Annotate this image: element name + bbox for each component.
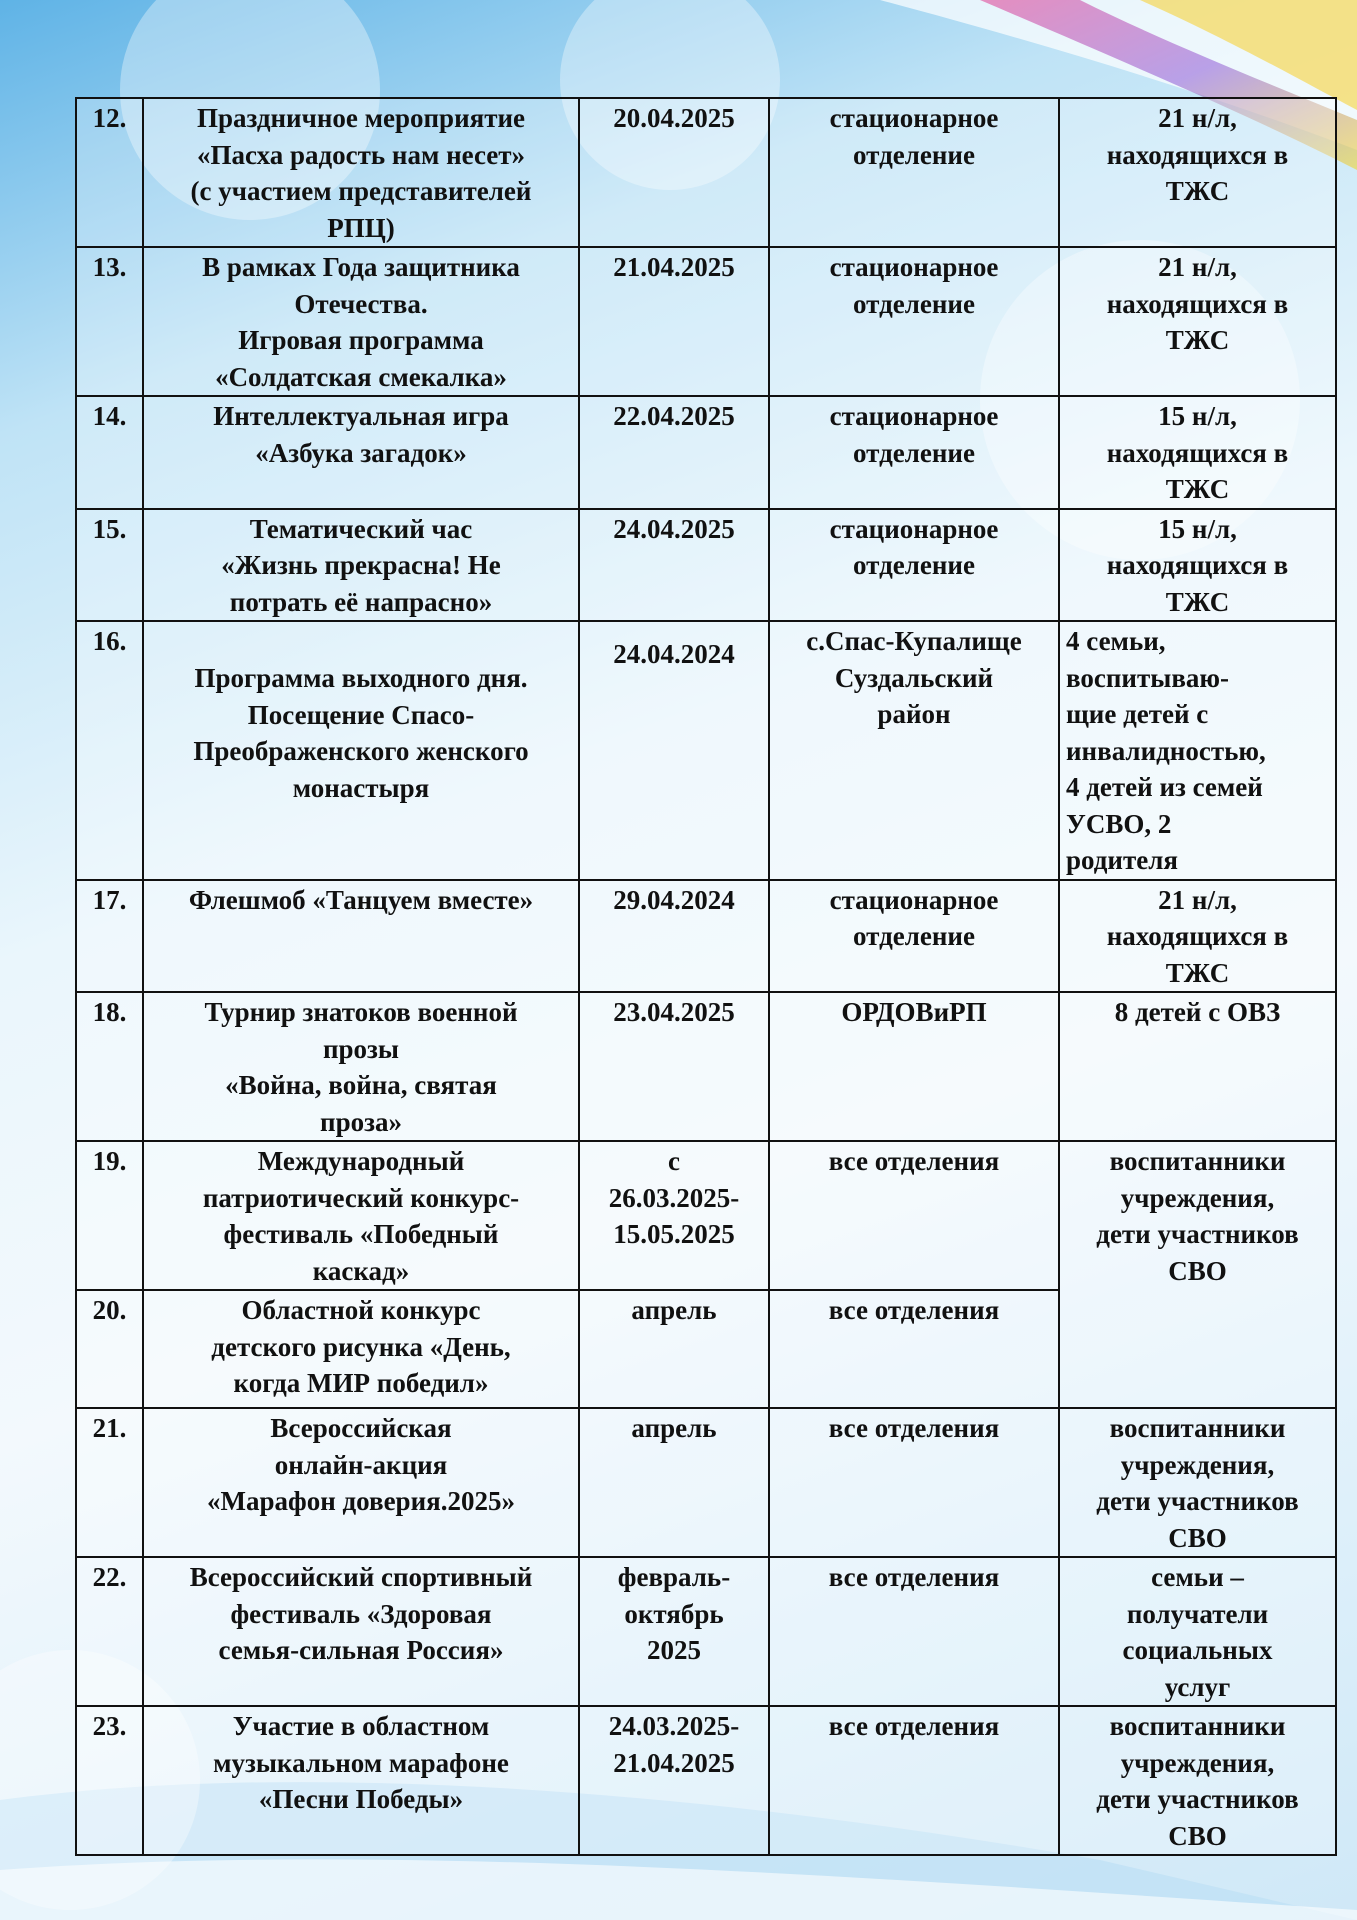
events-table	[75, 97, 1337, 1856]
event-date: 29.04.2024	[579, 880, 769, 993]
row-number: 23.	[76, 1706, 143, 1855]
event-date: апрель	[579, 1408, 769, 1557]
table-row	[76, 1557, 1336, 1706]
event-place: ОРДОВиРП	[769, 992, 1059, 1141]
event-place: все отделения	[769, 1557, 1059, 1706]
event-place: стационарное отделение	[769, 396, 1059, 509]
event-name: Всероссийский спортивный фестиваль «Здоровая семья-сильная Россия»	[143, 1557, 579, 1706]
event-place: с.Спас-Купалище Суздальский район	[769, 621, 1059, 880]
event-name: Международный патриотический конкурс- фестиваль «Победный каскад»	[143, 1141, 579, 1290]
event-place: стационарное отделение	[769, 247, 1059, 396]
event-name: В рамках Года защитника Отечества. Игровая программа «Солдатская смекалка»	[143, 247, 579, 396]
event-name: Тематический час «Жизнь прекрасна! Не потрать её напрасно»	[143, 509, 579, 622]
row-number: 14.	[76, 396, 143, 509]
event-date: 24.04.2025	[579, 509, 769, 622]
table-row	[76, 1141, 1336, 1290]
row-number: 15.	[76, 509, 143, 622]
event-participants: 21 н/л, находящихся в ТЖС	[1059, 247, 1336, 396]
table-row	[76, 992, 1336, 1141]
event-date: 24.03.2025- 21.04.2025	[579, 1706, 769, 1855]
event-date: апрель	[579, 1290, 769, 1408]
row-number: 12.	[76, 98, 143, 247]
event-date: 20.04.2025	[579, 98, 769, 247]
event-participants: воспитанники учреждения, дети участников СВО	[1059, 1408, 1336, 1557]
event-date: 22.04.2025	[579, 396, 769, 509]
event-name: Турнир знатоков военной прозы «Война, война, святая проза»	[143, 992, 579, 1141]
event-name: Областной конкурс детского рисунка «День, когда МИР победил»	[143, 1290, 579, 1408]
row-number: 18.	[76, 992, 143, 1141]
table-row	[76, 1408, 1336, 1557]
table-row	[76, 880, 1336, 993]
event-place: все отделения	[769, 1408, 1059, 1557]
event-name: Праздничное мероприятие «Пасха радость нам несет» (с участием представителей РПЦ)	[143, 98, 579, 247]
event-place: стационарное отделение	[769, 98, 1059, 247]
event-place: все отделения	[769, 1706, 1059, 1855]
row-number: 17.	[76, 880, 143, 993]
event-date: 23.04.2025	[579, 992, 769, 1141]
event-participants: 15 н/л, находящихся в ТЖС	[1059, 509, 1336, 622]
event-name: Интеллектуальная игра «Азбука загадок»	[143, 396, 579, 509]
event-date: 21.04.2025	[579, 247, 769, 396]
row-number: 20.	[76, 1290, 143, 1408]
event-place: все отделения	[769, 1290, 1059, 1408]
table-row	[76, 98, 1336, 247]
event-participants: воспитанники учреждения, дети участников СВО	[1059, 1706, 1336, 1855]
event-date: февраль- октябрь 2025	[579, 1557, 769, 1706]
event-participants: 4 семьи, воспитываю- щие детей с инвалидностью, 4 детей из семей УСВО, 2 родителя	[1059, 621, 1336, 880]
row-number: 16.	[76, 621, 143, 880]
row-number: 13.	[76, 247, 143, 396]
table-row	[76, 247, 1336, 396]
event-date: 24.04.2024	[579, 621, 769, 880]
event-participants: 21 н/л, находящихся в ТЖС	[1059, 98, 1336, 247]
event-participants: 21 н/л, находящихся в ТЖС	[1059, 880, 1336, 993]
event-place: все отделения	[769, 1141, 1059, 1290]
row-number: 22.	[76, 1557, 143, 1706]
event-place: стационарное отделение	[769, 509, 1059, 622]
table-row	[76, 621, 1336, 880]
event-date: с 26.03.2025- 15.05.2025	[579, 1141, 769, 1290]
table-row	[76, 1706, 1336, 1855]
table-row	[76, 509, 1336, 622]
event-name: Всероссийская онлайн-акция «Марафон доверия.2025»	[143, 1408, 579, 1557]
event-name: Программа выходного дня. Посещение Спасо- Преображенского женского монастыря	[143, 621, 579, 880]
event-participants: семьи – получатели социальных услуг	[1059, 1557, 1336, 1706]
event-place: стационарное отделение	[769, 880, 1059, 993]
event-name: Участие в областном музыкальном марафоне «Песни Победы»	[143, 1706, 579, 1855]
row-number: 19.	[76, 1141, 143, 1290]
table-row	[76, 396, 1336, 509]
event-participants: 15 н/л, находящихся в ТЖС	[1059, 396, 1336, 509]
row-number: 21.	[76, 1408, 143, 1557]
event-name: Флешмоб «Танцуем вместе»	[143, 880, 579, 993]
event-participants: воспитанники учреждения, дети участников СВО	[1059, 1141, 1336, 1408]
event-participants: 8 детей с ОВЗ	[1059, 992, 1336, 1141]
